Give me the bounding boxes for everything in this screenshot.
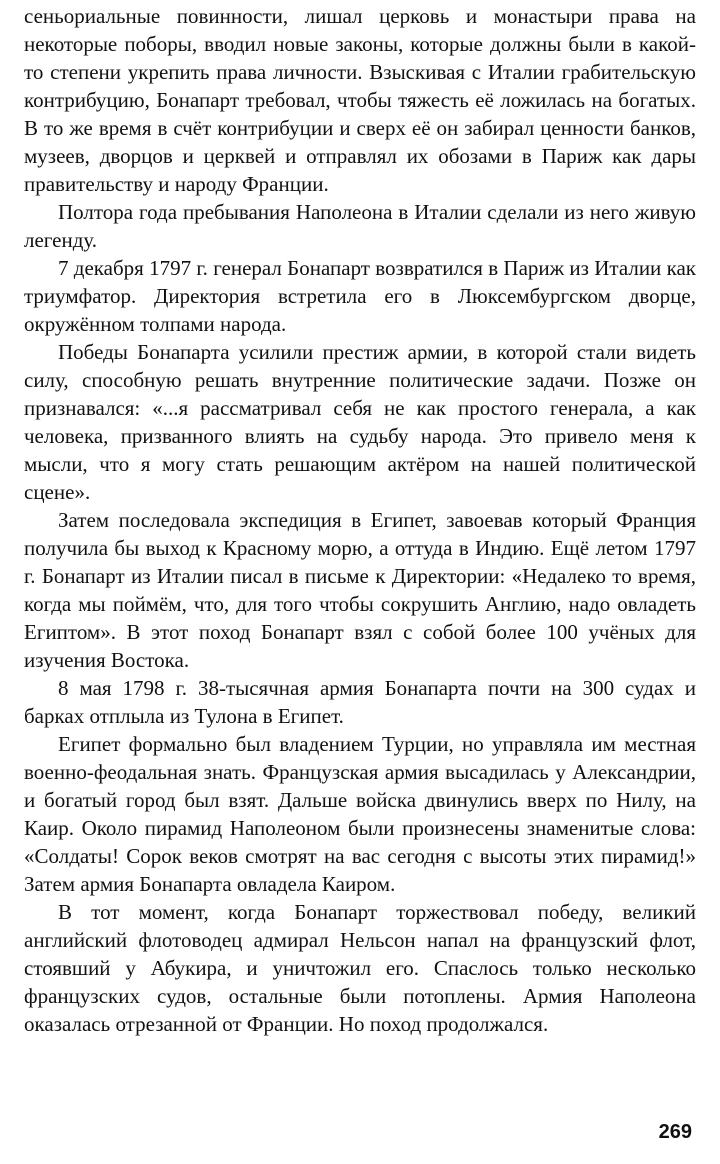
page-number: 269 — [658, 1121, 692, 1143]
paragraph-egypt-campaign: Египет формально был владением Турции, но управляла им местная военно-феодальная знать. Французская армия высадилась у Александрии, и богатый город был взят. Дальше войска двинулись вверх по Нилу, на Каир. Около пирамид Наполеоном были произнесены знаменитые слова: «Солдаты! Сорок веков смотрят на вас сегодня с высоты этих пирамид!» Затем армия Бонапарта овладела Каиром. — [24, 732, 696, 896]
paragraph-return-to-paris: 7 декабря 1797 г. генерал Бонапарт возвратился в Париж из Италии как триумфатор. Директория встретила его в Люксембургском дворце, окружённом толпами народа. — [24, 256, 696, 336]
book-page — [24, 0, 696, 1164]
paragraph-continuation: сеньориальные повинности, лишал церковь и монастыри права на некоторые поборы, вводил новые законы, которые должны были в какой-то степени укрепить права личности. Взыскивая с Италии грабительскую контрибуцию, Бонапарт требовал, чтобы тяжесть её ложилась на богатых. В то же время в счёт контрибуции и сверх её он забирал ценности банков, музеев, дворцов и церквей и отправлял их обозами в Париж как дары правительству и народу Франции. — [24, 4, 696, 196]
paragraph-egypt-expedition: Затем последовала экспедиция в Египет, завоевав который Франция получила бы выход к Красному морю, а оттуда в Индию. Ещё летом 1797 г. Бонапарт из Италии писал в письме к Директории: «Недалеко то время, когда мы поймём, что, для того чтобы сокрушить Англию, надо овладеть Египтом». В этот поход Бонапарт взял с собой более 100 учёных для изучения Востока. — [24, 508, 696, 672]
paragraph-army-prestige: Победы Бонапарта усилили престиж армии, в которой стали видеть силу, способную решать внутренние политические задачи. Позже он признавался: «...я рассматривал себя не как простого генерала, а как человека, призванного влиять на судьбу народа. Это привело меня к мысли, что я могу стать решающим актёром на нашей политической сцене». — [24, 340, 696, 504]
paragraph-departure-toulon: 8 мая 1798 г. 38-тысячная армия Бонапарта почти на 300 судах и барках отплыла из Тулона в Египет. — [24, 676, 696, 728]
page-body-text — [24, 0, 696, 1038]
paragraph-italy-legend: Полтора года пребывания Наполеона в Италии сделали из него живую легенду. — [24, 200, 696, 252]
paragraph-nelson-abukir: В тот момент, когда Бонапарт торжествовал победу, великий английский флотоводец адмирал Нельсон напал на французский флот, стоявший у Абукира, и уничтожил его. Спаслось только несколько французских судов, остальные были потоплены. Армия Наполеона оказалась отрезанной от Франции. Но поход продолжался. — [24, 900, 696, 1036]
